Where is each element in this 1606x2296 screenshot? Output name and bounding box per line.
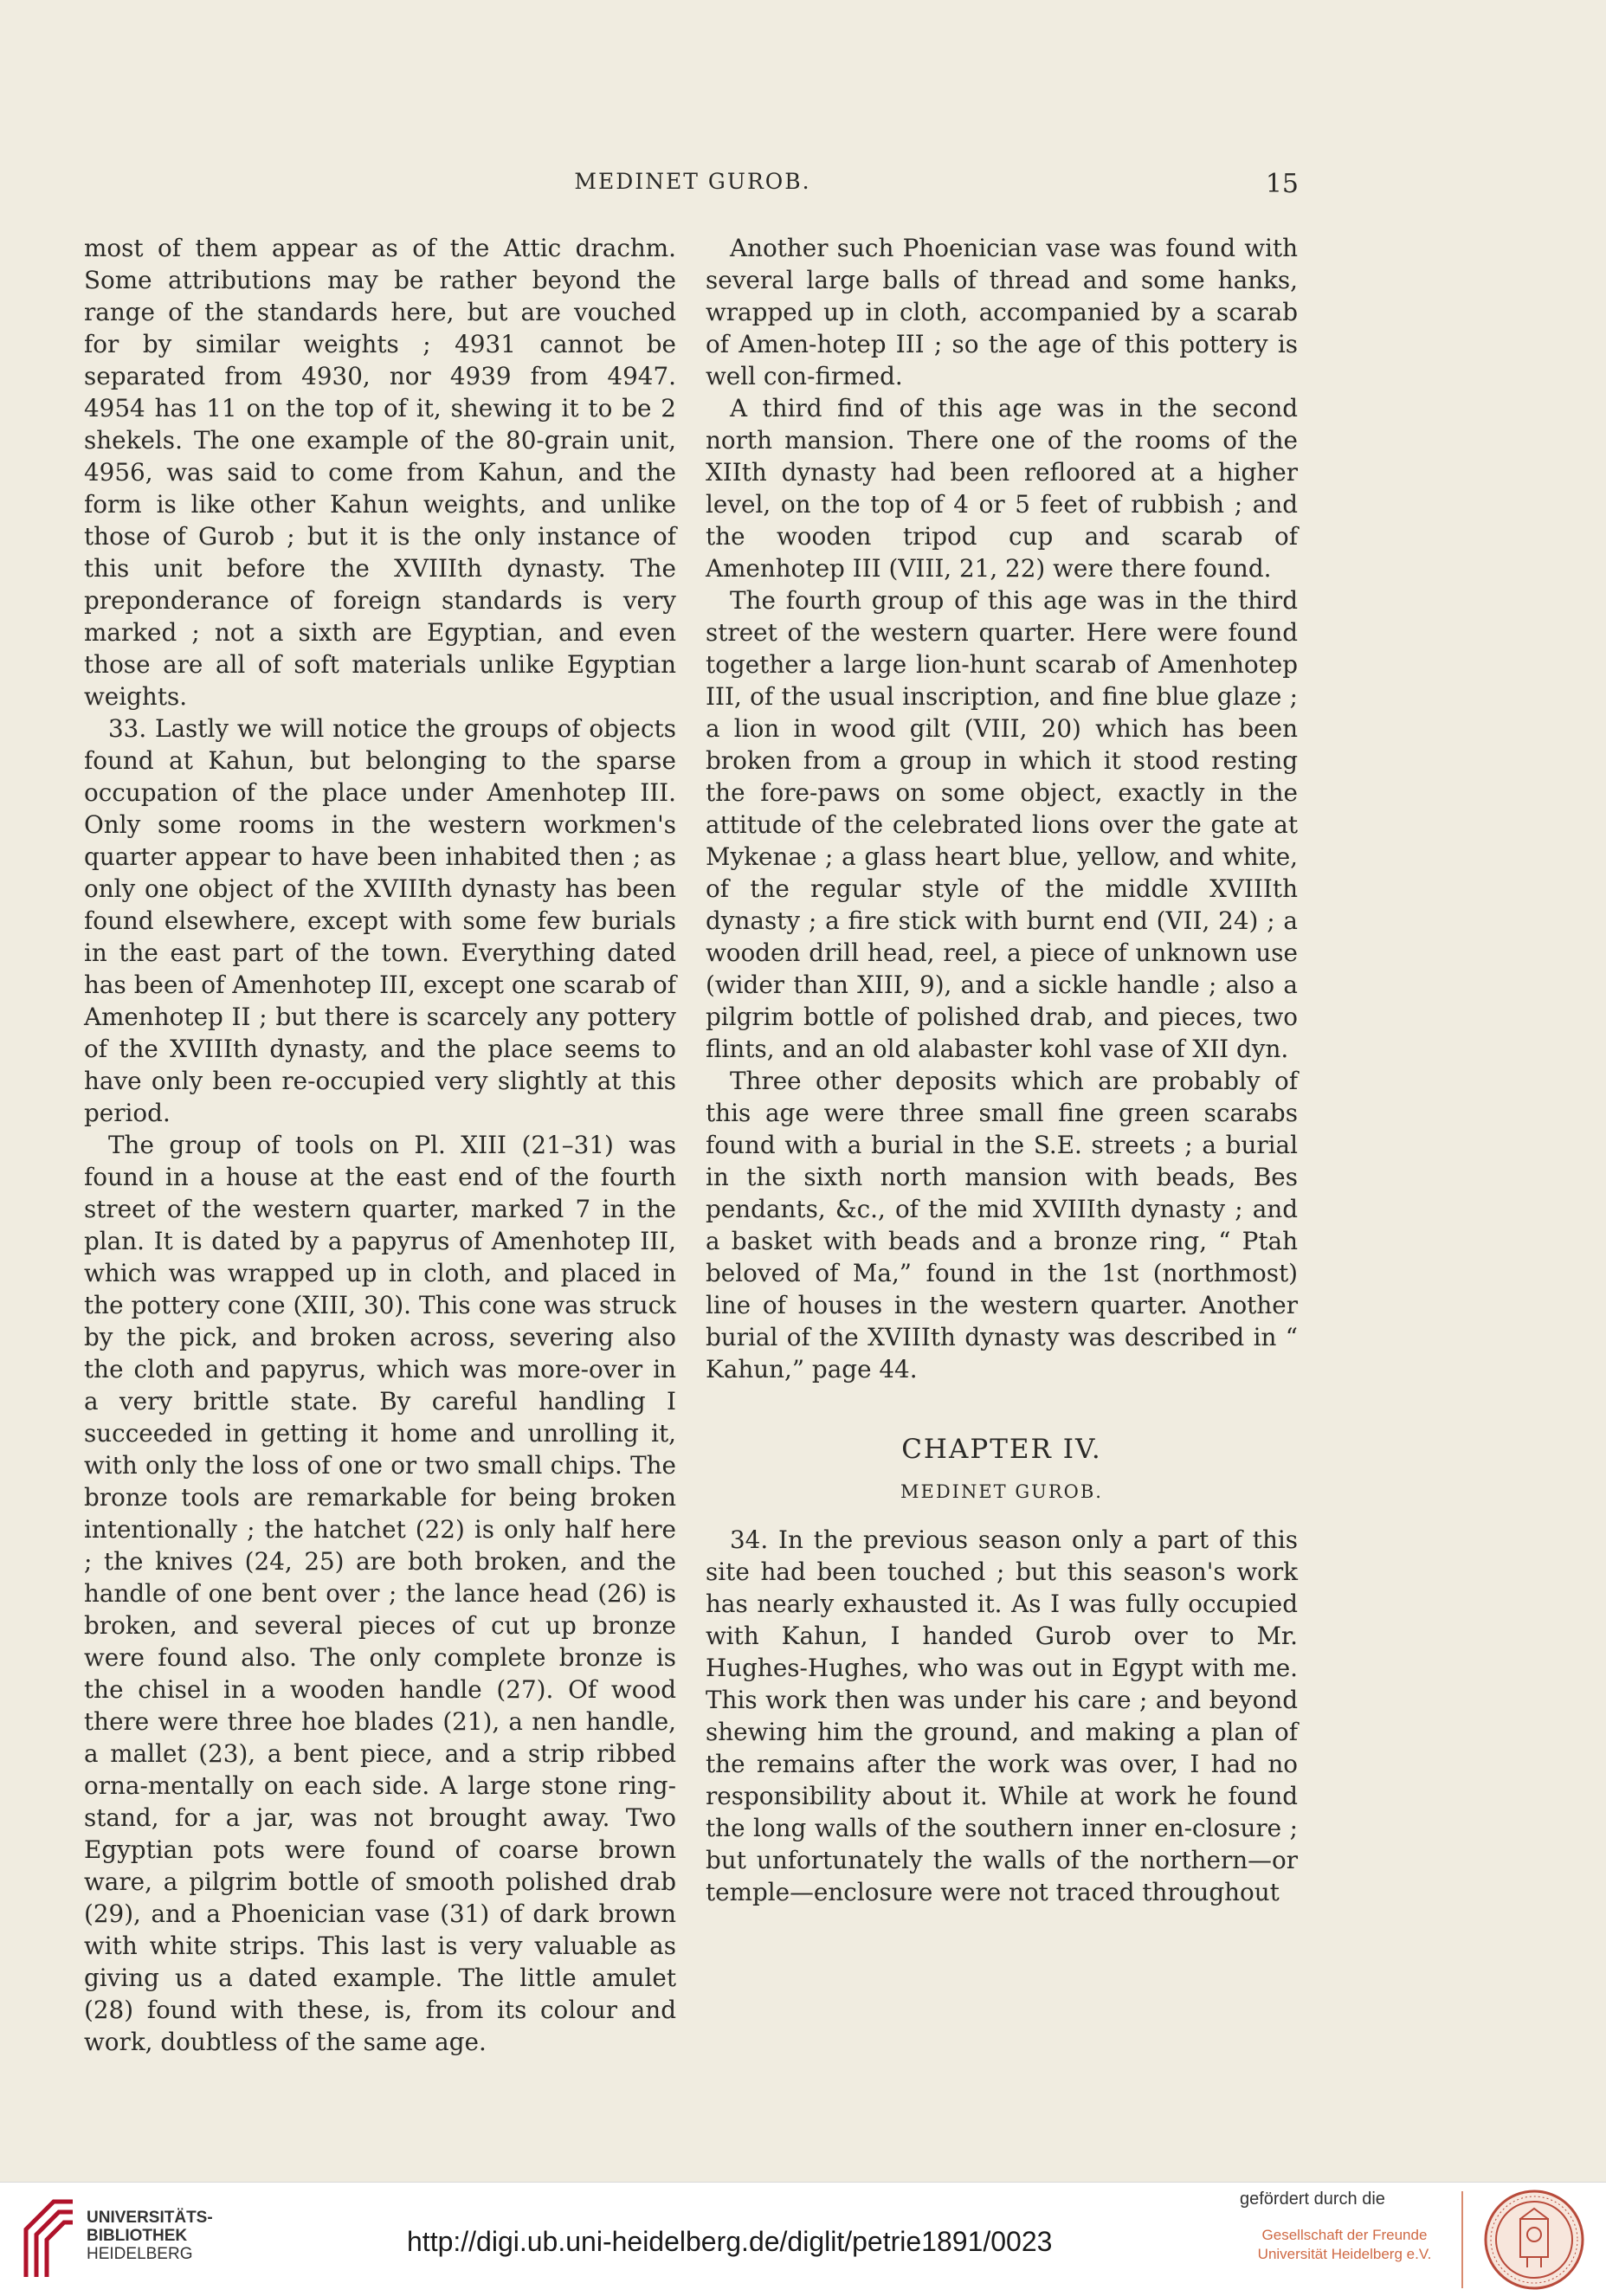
library-name[interactable] bbox=[87, 2209, 213, 2263]
running-head bbox=[87, 169, 1299, 203]
right-paragraph-4: Three other deposits which are probably of this age were three small fine green scarabs found with a burial in the S.E. streets ; a burial in the sixth north mansion with beads, Bes pendants, &c., of the mid XVIIIth dynasty ; and a basket with beads and a bronze ring, “ Ptah beloved of Ma,” found in the 1st (northmost) line of houses in the western quarter. Another burial of the XVIIIth dynasty was described in “ Kahun,” page 44. bbox=[706, 1067, 1298, 1383]
digitization-footer bbox=[0, 2182, 1606, 2296]
running-title: MEDINET GUROB. bbox=[574, 169, 811, 194]
library-name-line3: HEIDELBERG bbox=[87, 2245, 193, 2263]
sponsor-divider bbox=[1461, 2191, 1463, 2288]
library-name-line1: UNIVERSITÄTS- bbox=[87, 2209, 213, 2227]
chapter-heading: CHAPTER IV. bbox=[901, 1434, 1102, 1465]
sponsor-line1: Gesellschaft der Freunde bbox=[1261, 2227, 1428, 2243]
chapter-subheading: MEDINET GUROB. bbox=[900, 1481, 1103, 1502]
left-paragraph-2: 33. Lastly we will notice the groups of objects found at Kahun, but belonging to the sparse occupation of the place under Amenhotep III. Only some rooms in the western workmen's quarter appear to have been inhabited then ; as only one object of the XVIIIth dynasty has been found elsewhere, except with some few burials in the east part of the town. Everything dated has been of Amenhotep III, except one scarab of Amenhotep II ; but there is scarcely any pottery of the XVIIIth dynasty, and the place seems to have only been re-occupied very slightly at this period. bbox=[84, 714, 676, 1127]
right-column bbox=[706, 232, 1298, 1908]
right-paragraph-1: Another such Phoenician vase was found with several large balls of thread and some hanks, wrapped up in cloth, accompanied by a scarab of Amen-hotep III ; so the age of this pottery is well con-firmed. bbox=[706, 234, 1298, 390]
left-paragraph-1: most of them appear as of the Attic drachm. Some attributions may be rather beyond the range of the standards here, but are vouched for by similar weights ; 4931 cannot be separated from 4930, nor 4939 from 4947. 4954 has 11 on the top of it, shewing it to be 2 shekels. The one example of the 80-grain unit, 4956, was said to come from Kahun, and the form is like other Kahun weights, and unlike those of Gurob ; but it is the only instance of this unit before the XVIIIth dynasty. The preponderance of foreign standards is very marked ; not a sixth are Egyptian, and even those are all of soft materials unlike Egyptian weights. bbox=[84, 234, 676, 711]
library-logo-icon[interactable] bbox=[19, 2195, 80, 2286]
page-number: 15 bbox=[1265, 169, 1299, 199]
library-name-line2: BIBLIOTHEK bbox=[87, 2227, 188, 2245]
sponsor-line2: Universität Heidelberg e.V. bbox=[1257, 2246, 1432, 2262]
funded-by-label: gefördert durch die bbox=[1240, 2190, 1385, 2209]
sponsor-name[interactable] bbox=[1241, 2226, 1448, 2264]
permalink-url[interactable]: http://digi.ub.uni-heidelberg.de/diglit/petrie1891/0023 bbox=[407, 2226, 1053, 2257]
right-paragraph-5: 34. In the previous season only a part of this site had been touched ; but this season's work has nearly exhausted it. As I was fully occupied with Kahun, I handed Gurob over to Mr. Hughes-Hughes, who was out in Egypt with me. This work then was under his care ; and beyond shewing him the ground, and making a plan of the remains after the work was over, I had no responsibility about it. While at work he found the long walls of the southern inner en-closure ; but unfortunately the walls of the northern—or temple—enclosure were not traced throughout bbox=[706, 1525, 1298, 1906]
left-column bbox=[84, 232, 676, 2058]
right-paragraph-2: A third find of this age was in the second north mansion. There one of the rooms of the XIIth dynasty had been refloored at a higher level, on the top of 4 or 5 feet of rubbish ; and the wooden tripod cup and scarab of Amenhotep III (VIII, 21, 22) were there found. bbox=[706, 394, 1298, 583]
right-paragraph-3: The fourth group of this age was in the third street of the western quarter. Here were found together a large lion-hunt scarab of Amenhotep III, of the usual inscription, and fine blue glaze ; a lion in wood gilt (VIII, 20) which has been broken from a group in which it stood resting the fore-paws on some object, exactly in the attitude of the celebrated lions over the gate at Mykenae ; a glass heart blue, yellow, and white, of the regular style of the middle XVIIIth dynasty ; a fire stick with burnt end (VII, 24) ; a wooden drill head, reel, a piece of unknown use (wider than XIII, 9), and a sickle handle ; also a pilgrim bottle of polished drab, and pieces, two flints, and an old alabaster kohl vase of XII dyn. bbox=[706, 586, 1298, 1063]
university-seal-icon bbox=[1482, 2188, 1586, 2296]
left-paragraph-3: The group of tools on Pl. XIII (21–31) was found in a house at the east end of the fourth street of the western quarter, marked 7 in the plan. It is dated by a papyrus of Amenhotep III, which was wrapped up in cloth, and placed in the pottery cone (XIII, 30). This cone was struck by the pick, and broken across, severing also the cloth and papyrus, which was more-over in a very brittle state. By careful handling I succeeded in getting it home and unrolling it, with only the loss of one or two small chips. The bronze tools are remarkable for being broken intentionally ; the hatchet (22) is only half here ; the knives (24, 25) are both broken, and the handle of one bent over ; the lance head (26) is broken, and several pieces of cut up bronze were found also. The only complete bronze is the chisel in a wooden handle (27). Of wood there were three hoe blades (21), a nen handle, a mallet (23), a bent piece, and a strip ribbed orna-mentally on each side. A large stone ring-stand, for a jar, was not brought away. Two Egyptian pots were found of coarse brown ware, a pilgrim bottle of smooth polished drab (29), and a Phoenician vase (31) of dark brown with white strips. This last is very valuable as giving us a dated example. The little amulet (28) found with these, is, from its colour and work, doubtless of the same age. bbox=[84, 1131, 676, 2056]
